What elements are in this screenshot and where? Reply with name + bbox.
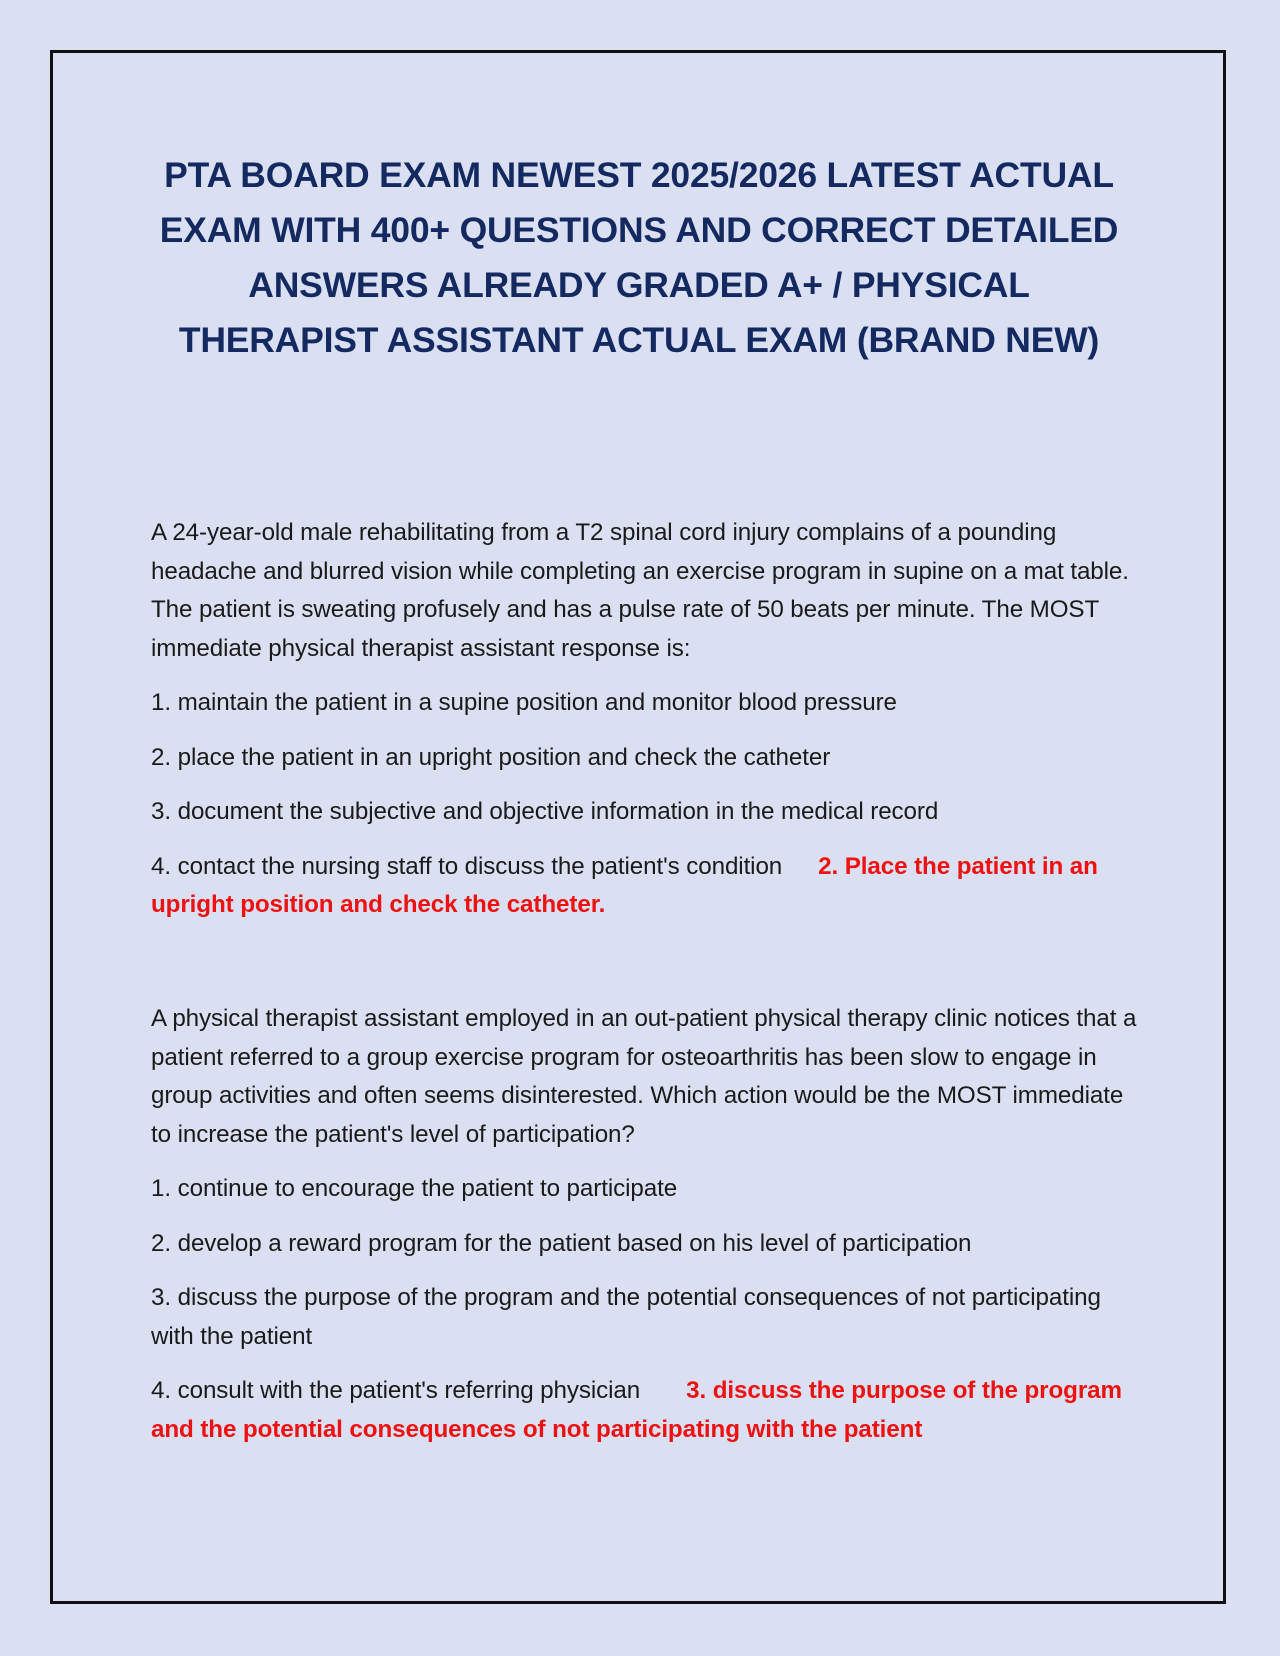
question-block-1 — [151, 514, 1141, 925]
answer-option-4: 4. consult with the patient's referring physician — [151, 1377, 641, 1404]
answer-option-4-with-answer — [151, 1372, 1141, 1449]
question-stem: A physical therapist assistant employed in an out-patient physical therapy clinic notices that a patient referred to a group exercise program for osteoarthritis has been slow to engage in group activities and often seems disinterested. Which action would be the MOST immediate to increase the patient's level of participation? — [151, 1005, 1137, 1148]
question-block-2 — [151, 1000, 1141, 1449]
answer-option-4: 4. contact the nursing staff to discuss the patient's condition — [151, 852, 783, 880]
answer-option-3: 3. discuss the purpose of the program and the potential consequences of not participating with the patient — [151, 1284, 1101, 1350]
correct-answer: 3. discuss the purpose of the program and the potential consequences of not participating with the patient — [151, 1377, 1122, 1443]
correct-answer: 2. Place the patient in an upright position and check the catheter. — [151, 852, 1098, 918]
document-title: PTA BOARD EXAM NEWEST 2025/2026 LATEST ACTUAL EXAM WITH 400+ QUESTIONS AND CORRECT DETAILED ANSWERS ALREADY GRADED A+ / PHYSICAL THERAPIST ASSISTANT ACTUAL EXAM (BRAND NEW) — [159, 155, 1119, 360]
answer-option-3: 3. document the subjective and objective information in the medical record — [151, 798, 939, 825]
answer-option-1: 1. continue to encourage the patient to participate — [151, 1175, 678, 1202]
question-stem: A 24-year-old male rehabilitating from a T2 spinal cord injury complains of a pounding headache and blurred vision while completing an exercise program in supine on a mat table. The patient is sweating profusely and has a pulse rate of 50 beats per minute. The MOST immediate physical therapist assistant response is: — [151, 519, 1129, 662]
answer-option-4-with-answer — [151, 848, 1141, 925]
answer-option-2: 2. develop a reward program for the patient based on his level of participation — [151, 1229, 972, 1257]
answer-option-2: 2. place the patient in an upright position and check the catheter — [151, 743, 831, 771]
answer-option-1: 1. maintain the patient in a supine position and monitor blood pressure — [151, 689, 897, 716]
